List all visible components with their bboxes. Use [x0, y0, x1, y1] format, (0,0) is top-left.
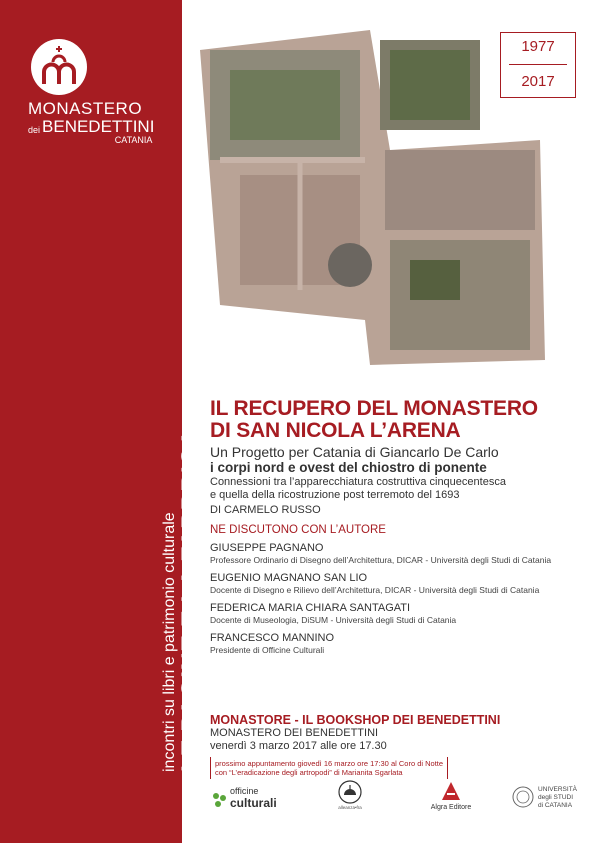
alleanza-logo	[330, 780, 370, 810]
series-subtitle: incontri su libri e patrimonio culturale	[161, 512, 178, 772]
brand-line1: MONASTERO	[28, 99, 143, 118]
algra-text: Algra Editore	[430, 804, 472, 811]
title-line2: DI SAN NICOLA L’ARENA	[210, 419, 461, 442]
title-line1: IL RECUPERO DEL MONASTERO	[210, 397, 538, 420]
sidebar	[0, 0, 205, 843]
speaker-role: Presidente di Officine Culturali	[210, 645, 325, 655]
venue-name: MONASTORE - IL BOOKSHOP DEI BENEDETTINI	[210, 713, 501, 727]
speaker-role: Docente di Disegno e Rilievo dell’Architettura, DICAR - Università degli Studi di Catania	[210, 585, 540, 595]
aerial-photo	[190, 20, 550, 380]
speaker-name: GIUSEPPE PAGNANO	[210, 542, 324, 554]
event-content	[210, 398, 590, 656]
speaker-role: Professore Ordinario di Disegno dell’Architettura, DICAR - Università degli Studi di Catania	[210, 555, 552, 565]
series-title	[161, 429, 203, 772]
speaker	[210, 632, 590, 656]
series-main-title: LE PAGINE E LA FABBRICA	[177, 428, 205, 772]
speaker	[210, 542, 590, 566]
dome-icon	[338, 780, 362, 804]
speaker	[210, 602, 590, 626]
year-end: 2017	[521, 73, 555, 90]
university-seal-icon	[512, 786, 534, 808]
author: DI CARMELO RUSSO	[210, 504, 321, 516]
university-logo	[512, 786, 577, 810]
officine-culturali-logo	[212, 786, 277, 810]
description-line1: Connessioni tra l’apparecchiatura costruttiva cinquecentesca	[210, 476, 506, 488]
algra-mark-icon	[440, 780, 462, 802]
sponsor-logos	[190, 780, 590, 830]
subtitle-bold: i corpi nord e ovest del chiostro di ponente	[210, 460, 487, 475]
officine-text: officine	[230, 786, 259, 796]
next-event-line1: prossimo appuntamento giovedì 16 marzo ore 17:30 al Coro di Notte	[215, 759, 444, 768]
culturali-text: culturali	[230, 796, 277, 810]
algra-logo	[428, 780, 474, 811]
brand-line2: BENEDETTINI	[42, 117, 155, 136]
university-line2: degli STUDI	[538, 794, 574, 801]
speaker-role: Docente di Museologia, DiSUM - Università degli Studi di Catania	[210, 615, 457, 625]
event-date: venerdì 3 marzo 2017 alle ore 17.30	[210, 740, 387, 752]
speaker-name: FEDERICA MARIA CHIARA SANTAGATI	[210, 602, 411, 614]
description-line2: e quella della ricostruzione post terremoto del 1693	[210, 489, 460, 501]
venue-info	[210, 713, 580, 779]
alleanza-text: alleanza•fra	[338, 805, 362, 810]
speaker	[210, 572, 590, 596]
venue-place: MONASTERO DEI BENEDETTINI	[210, 727, 379, 739]
year-start: 1977	[521, 38, 555, 55]
monastery-logo-icon	[30, 38, 88, 96]
next-event-line2: con “L’eradicazione degli artropodi” di Marianita Sgarlata	[215, 768, 403, 777]
university-line1: UNIVERSITÀ	[538, 786, 578, 793]
discussion-label: NE DISCUTONO CON L’AUTORE	[210, 524, 386, 536]
speaker-name: FRANCESCO MANNINO	[210, 632, 335, 644]
brand-city: CATANIA	[114, 135, 153, 145]
anniversary-years	[500, 32, 576, 98]
brand-dei: dei	[28, 125, 41, 135]
dots-icon	[212, 792, 228, 808]
subtitle: Un Progetto per Catania di Giancarlo De Carlo	[210, 444, 499, 460]
university-line3: di CATANIA	[538, 802, 573, 809]
brand-name	[28, 100, 154, 145]
next-event-note	[210, 757, 448, 779]
speaker-name: EUGENIO MAGNANO SAN LIO	[210, 572, 368, 584]
